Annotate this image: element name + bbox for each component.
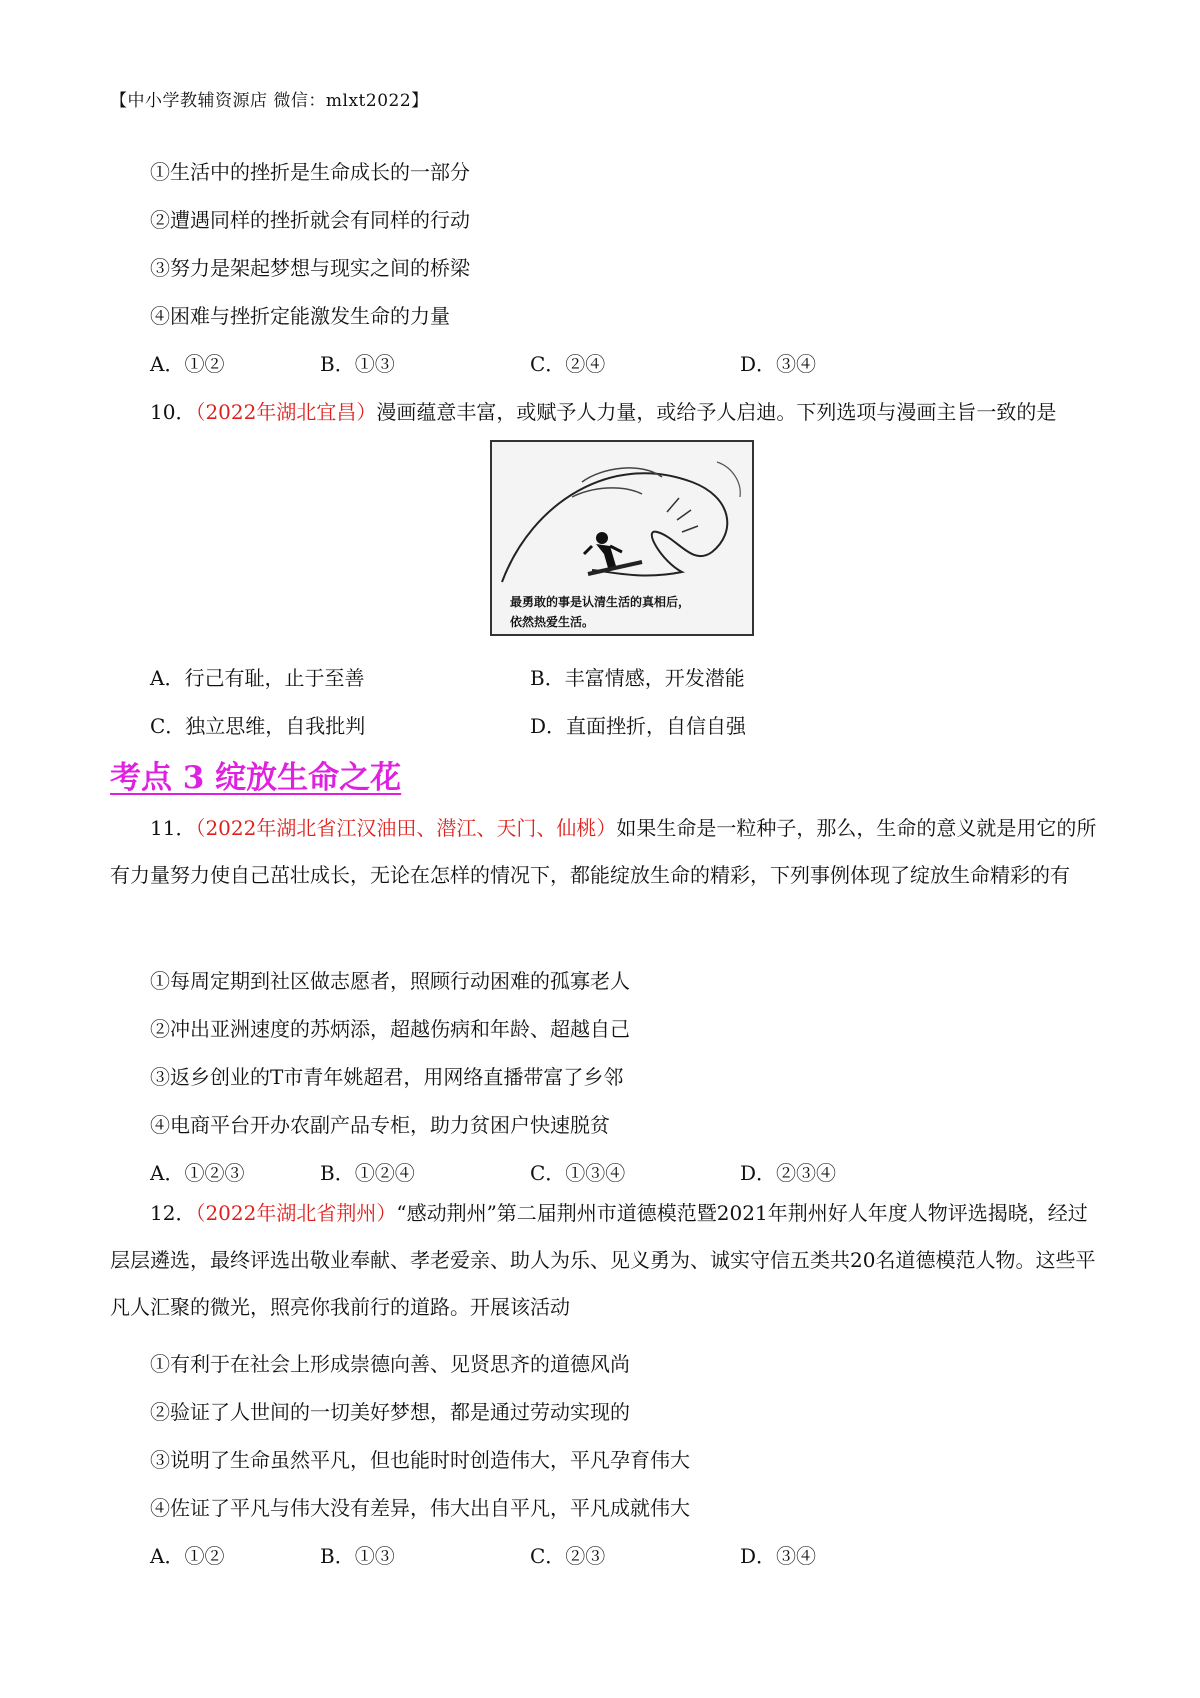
q9-option-c[interactable]: C．②④ — [530, 352, 606, 376]
q12-option-b[interactable]: B．①③ — [320, 1544, 395, 1568]
q9-options — [150, 348, 1070, 378]
q10-option-b[interactable]: B．丰富情感，开发潜能 — [530, 666, 745, 690]
q12-option-a[interactable]: A．①② — [150, 1544, 225, 1568]
q10-option-d[interactable]: D．直面挫折，自信自强 — [530, 714, 747, 738]
q12-number: 12． — [150, 1201, 196, 1225]
q10-stem: 漫画蕴意丰富，或赋予人力量，或给予人启迪。下列选项与漫画主旨一致的是 — [376, 400, 1057, 424]
q12-option-d[interactable]: D．③④ — [740, 1544, 817, 1568]
q10-options-row-1 — [150, 662, 1070, 692]
q10-option-a[interactable]: A．行己有耻，止于至善 — [150, 666, 365, 690]
q10-source: （2022年湖北宜昌） — [195, 400, 377, 424]
q9-option-a[interactable]: A．①② — [150, 352, 225, 376]
q12-stem: “感动荆州”第二届荆州市道德模范暨2021年荆州好人年度人物评选揭晓，经过层层遴选，最终评选出敬业奉献、孝老爱亲、助人为乐、见义勇为、诚实守信五类共20名道德模范人物。这些平凡人汇聚的微光，照亮你我前行的道路。开展该活动 — [110, 1201, 1096, 1319]
q12-statement-1: ①有利于在社会上形成崇德向善、见贤思齐的道德风尚 — [150, 1352, 630, 1376]
cartoon-caption-line-2: 依然热爱生活。 — [510, 615, 595, 629]
surfer-figure — [584, 532, 642, 574]
q9-option-b[interactable]: B．①③ — [320, 352, 395, 376]
q10-options-row-2 — [150, 710, 1070, 740]
q11-number: 11． — [150, 816, 196, 840]
q9-statement-2: ②遭遇同样的挫折就会有同样的行动 — [150, 208, 470, 232]
q11-option-c[interactable]: C．①③④ — [530, 1161, 626, 1185]
q10-cartoon — [490, 440, 754, 636]
page-header: 【中小学教辅资源店 微信：mlxt2022】 — [110, 91, 429, 111]
q11-statement-3: ③返乡创业的T市青年姚超君，用网络直播带富了乡邻 — [150, 1065, 624, 1089]
q11-statement-2: ②冲出亚洲速度的苏炳添，超越伤病和年龄、超越自己 — [150, 1017, 630, 1041]
q10-stem-line — [150, 396, 1056, 425]
q10-option-c[interactable]: C．独立思维，自我批判 — [150, 714, 366, 738]
cartoon-caption — [510, 592, 740, 632]
q9-option-d[interactable]: D．③④ — [740, 352, 817, 376]
q11-statement-1: ①每周定期到社区做志愿者，照顾行动困难的孤寡老人 — [150, 969, 630, 993]
q11-statement-4: ④电商平台开办农副产品专柜，助力贫困户快速脱贫 — [150, 1113, 610, 1137]
q10-number: 10． — [150, 400, 196, 424]
cartoon-caption-line-1: 最勇敢的事是认清生活的真相后， — [510, 595, 691, 609]
q12-options — [150, 1540, 1070, 1570]
q11-stem-paragraph — [110, 805, 1100, 899]
q11-option-b[interactable]: B．①②④ — [320, 1161, 415, 1185]
q12-statement-3: ③说明了生命虽然平凡，但也能时时创造伟大，平凡孕育伟大 — [150, 1448, 690, 1472]
q11-source: （2022年湖北省江汉油田、潜江、天门、仙桃） — [195, 816, 617, 840]
q11-options — [150, 1157, 1070, 1187]
q12-option-c[interactable]: C．②③ — [530, 1544, 606, 1568]
q9-statement-4: ④困难与挫折定能激发生命的力量 — [150, 304, 450, 328]
section-title: 考点 3 绽放生命之花 — [110, 760, 402, 796]
q11-stem: 如果生命是一粒种子，那么，生命的意义就是用它的所有力量努力使自己茁壮成长，无论在怎样的情况下，都能绽放生命的精彩，下列事例体现了绽放生命精彩的有 — [110, 816, 1097, 887]
q9-statement-3: ③努力是架起梦想与现实之间的桥梁 — [150, 256, 470, 280]
q12-stem-paragraph — [110, 1190, 1100, 1331]
q12-source: （2022年湖北省荆州） — [195, 1201, 397, 1225]
q11-option-d[interactable]: D．②③④ — [740, 1161, 837, 1185]
q12-statement-2: ②验证了人世间的一切美好梦想，都是通过劳动实现的 — [150, 1400, 630, 1424]
q11-option-a[interactable]: A．①②③ — [150, 1161, 245, 1185]
q9-statement-1: ①生活中的挫折是生命成长的一部分 — [150, 160, 470, 184]
q12-statement-4: ④佐证了平凡与伟大没有差异，伟大出自平凡，平凡成就伟大 — [150, 1496, 690, 1520]
